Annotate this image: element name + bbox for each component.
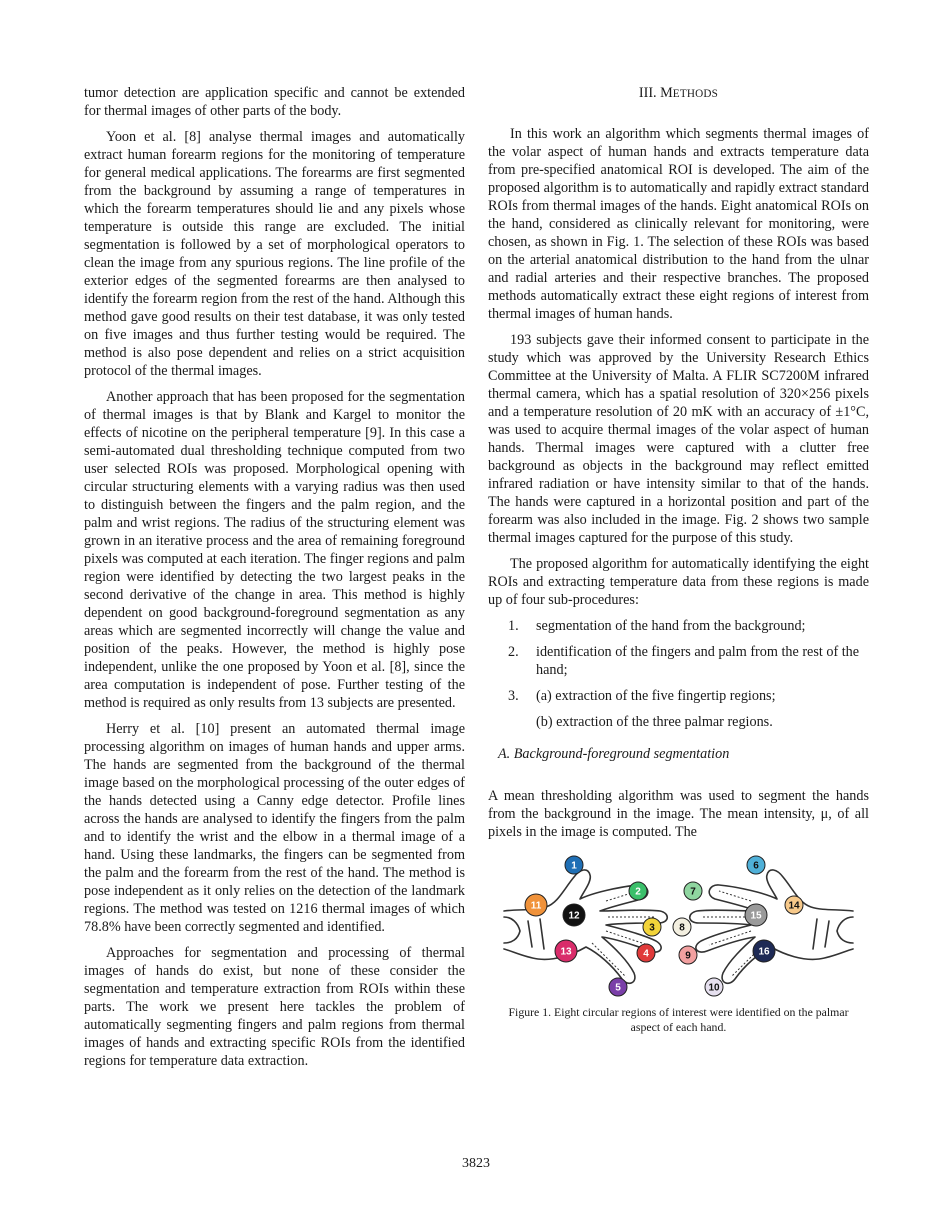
roi-label: 13 bbox=[560, 946, 572, 958]
paragraph: 193 subjects gave their informed consent to participate in the study which was approved by the University Research Ethics Committee at the University of Malta. A FLIR SC7200M infrared thermal camera, which has a spatial resolution of 320×256 pixels and a temperature resolution of 20 mK with an accuracy of ±1°C, was used to acquire thermal images of the volar aspect of human hands. Thermal images were captured with a clutter free background as objects in the background may reflect emitted infrared radiation or have intensity similar to that of the hands. The hands were captured in a horizontal position and part of the forearm was also included in the image. Fig. 2 shows two sample thermal images captured for the purpose of this study. bbox=[488, 332, 869, 546]
roi-marker-15 bbox=[745, 904, 767, 926]
paragraph: The proposed algorithm for automatically identifying the eight ROIs and extracting temperature data from these regions is made up of four sub-procedures: bbox=[488, 556, 869, 608]
roi-label: 6 bbox=[753, 860, 759, 872]
list-text: (b) extraction of the three palmar regions. bbox=[536, 714, 773, 730]
section-title bbox=[660, 85, 718, 101]
roi-marker-5 bbox=[609, 978, 627, 996]
procedure-list bbox=[488, 617, 869, 731]
left-column bbox=[84, 84, 465, 1078]
roi-label: 7 bbox=[690, 886, 696, 898]
list-number: 1. bbox=[508, 618, 519, 634]
figure-caption: Figure 1. Eight circular regions of interest were identified on the palmar aspect of each hand. bbox=[508, 1005, 849, 1034]
roi-label: 8 bbox=[679, 922, 685, 934]
section-number: III. bbox=[638, 85, 657, 101]
roi-marker-2 bbox=[629, 882, 647, 900]
roi-label: 16 bbox=[758, 946, 770, 958]
list-text: identification of the fingers and palm from the rest of the hand; bbox=[536, 644, 860, 678]
paragraph: tumor detection are application specific and cannot be extended for thermal images of other parts of the body. bbox=[84, 85, 465, 119]
roi-marker-10 bbox=[705, 978, 723, 996]
roi-marker-4 bbox=[637, 944, 655, 962]
figure-1 bbox=[488, 851, 869, 1001]
paragraph: Yoon et al. [8] analyse thermal images and automatically extract human forearm regions for the monitoring of temperature for general medical applications. The forearms are first segmented from the background by assuming a range of temperatures in which the forearm temperatures should lie and any pixels whose temperature is outside this range are excluded. The initial segmentation is followed by a set of morphological operators to clean the image from any spurious regions. The line profile of the exterior edges of the segmented forearms are then analysed to identify the forearm region from the rest of the hand. Although this method gave good results on their test database, it was only tested on five images and thus further testing would be required. The method is also pose dependent and relies on a strict acquisition protocol of the thermal images. bbox=[84, 129, 465, 379]
roi-marker-16 bbox=[753, 940, 775, 962]
paragraph: Another approach that has been proposed for the segmentation of thermal images is that by Blank and Kargel to monitor the effects of nicotine on the peripheral temperature [9]. In this case a semi-automated dual thresholding technique computed from two user selected ROIs was proposed. Morphological opening with circular structuring elements with a varying radius was then used to distinguish between the fingers and the palm region, and the palm and wrist regions. The radius of the structuring element was grown in an iterative process and the area of remaining foreground pixels was computed at each iteration. The finger regions and palm region were identified by detecting the two largest peaks in the second derivative of the change in area. This method is highly dependent on good background-foreground segmentation as any areas which are segmented incorrectly will change the value and position of the peaks. However, the method is highly pose independent, unlike the one proposed by Yoon et al. [8], since the area computation is independent of pose. Further testing of the method is required as only results from 13 subjects are presented. bbox=[84, 389, 465, 711]
roi-label: 11 bbox=[530, 900, 542, 912]
section-heading bbox=[488, 84, 869, 103]
roi-label: 10 bbox=[708, 982, 720, 994]
list-item bbox=[488, 713, 869, 731]
right-column bbox=[488, 84, 869, 1035]
roi-label: 14 bbox=[788, 900, 800, 912]
list-item bbox=[488, 687, 869, 705]
subsection-heading: A. Background-foreground segmentation bbox=[498, 746, 730, 762]
page-number: 3823 bbox=[462, 1156, 490, 1171]
hands-illustration bbox=[488, 851, 869, 1001]
roi-marker-7 bbox=[684, 882, 702, 900]
section-title-initial: M bbox=[660, 85, 673, 101]
roi-markers bbox=[525, 856, 803, 996]
roi-marker-13 bbox=[555, 940, 577, 962]
roi-label: 4 bbox=[643, 948, 649, 960]
paragraph: Herry et al. [10] present an automated thermal image processing algorithm on images of human hands and upper arms. The hands are segmented from the background of the thermal image based on the morphological processing of the outer edges of the hands detected using a Canny edge detector. Profile lines across the hands are analysed to identify the fingers from the palm and to identify the wrist and the elbow in a thermal image of a hand. Using these landmarks, the fingers can be segmented from the palm and the forearm from the rest of the hand. The method is pose independent as it only relies on the detection of the landmark regions. The method was tested on 1216 thermal images of which 78.8% have been correctly segmented and identified. bbox=[84, 721, 465, 935]
roi-label: 5 bbox=[615, 982, 621, 994]
roi-label: 12 bbox=[568, 910, 580, 922]
list-text: (a) extraction of the five fingertip regions; bbox=[536, 688, 776, 704]
roi-marker-8 bbox=[673, 918, 691, 936]
roi-label: 9 bbox=[685, 950, 691, 962]
list-item bbox=[488, 643, 869, 679]
list-text: segmentation of the hand from the background; bbox=[536, 618, 806, 634]
roi-label: 1 bbox=[571, 860, 577, 872]
roi-marker-6 bbox=[747, 856, 765, 874]
list-number: 2. bbox=[508, 644, 519, 660]
roi-marker-14 bbox=[785, 896, 803, 914]
roi-marker-1 bbox=[565, 856, 583, 874]
roi-label: 2 bbox=[635, 886, 641, 898]
list-item bbox=[488, 617, 869, 635]
section-title-rest: ETHODS bbox=[672, 88, 719, 100]
roi-label: 3 bbox=[649, 922, 655, 934]
roi-marker-12 bbox=[563, 904, 585, 926]
paragraph: Approaches for segmentation and processing of thermal images of hands do exist, but none of these consider the segmentation and temperature extraction from ROIs within these parts. The work we present here tackles the problem of automatically segmenting fingers and palm regions from thermal images of hands and extracting specific ROIs from the identified regions for temperature data extraction. bbox=[84, 945, 465, 1069]
list-number: 3. bbox=[508, 688, 519, 704]
roi-marker-11 bbox=[525, 894, 547, 916]
roi-marker-3 bbox=[643, 918, 661, 936]
paragraph: A mean thresholding algorithm was used to segment the hands from the background in the image. The mean intensity, μ, of all pixels in the image is computed. The bbox=[488, 788, 869, 840]
roi-marker-9 bbox=[679, 946, 697, 964]
roi-label: 15 bbox=[750, 910, 762, 922]
paragraph: In this work an algorithm which segments thermal images of the volar aspect of human hands and extracts temperature data from pre-specified anatomical ROI is developed. The aim of the proposed algorithm is to automatically and rapidly extract standard ROIs from thermal images of the hands. Eight anatomical ROIs on the hand, considered as clinically relevant for monitoring, were chosen, as shown in Fig. 1. The selection of these ROIs was based on the arterial anatomical distribution to the hand from the ulnar and radial arteries and their respective branches. The proposed methods automatically extract these eight regions of interest from thermal images of human hands. bbox=[488, 126, 869, 322]
